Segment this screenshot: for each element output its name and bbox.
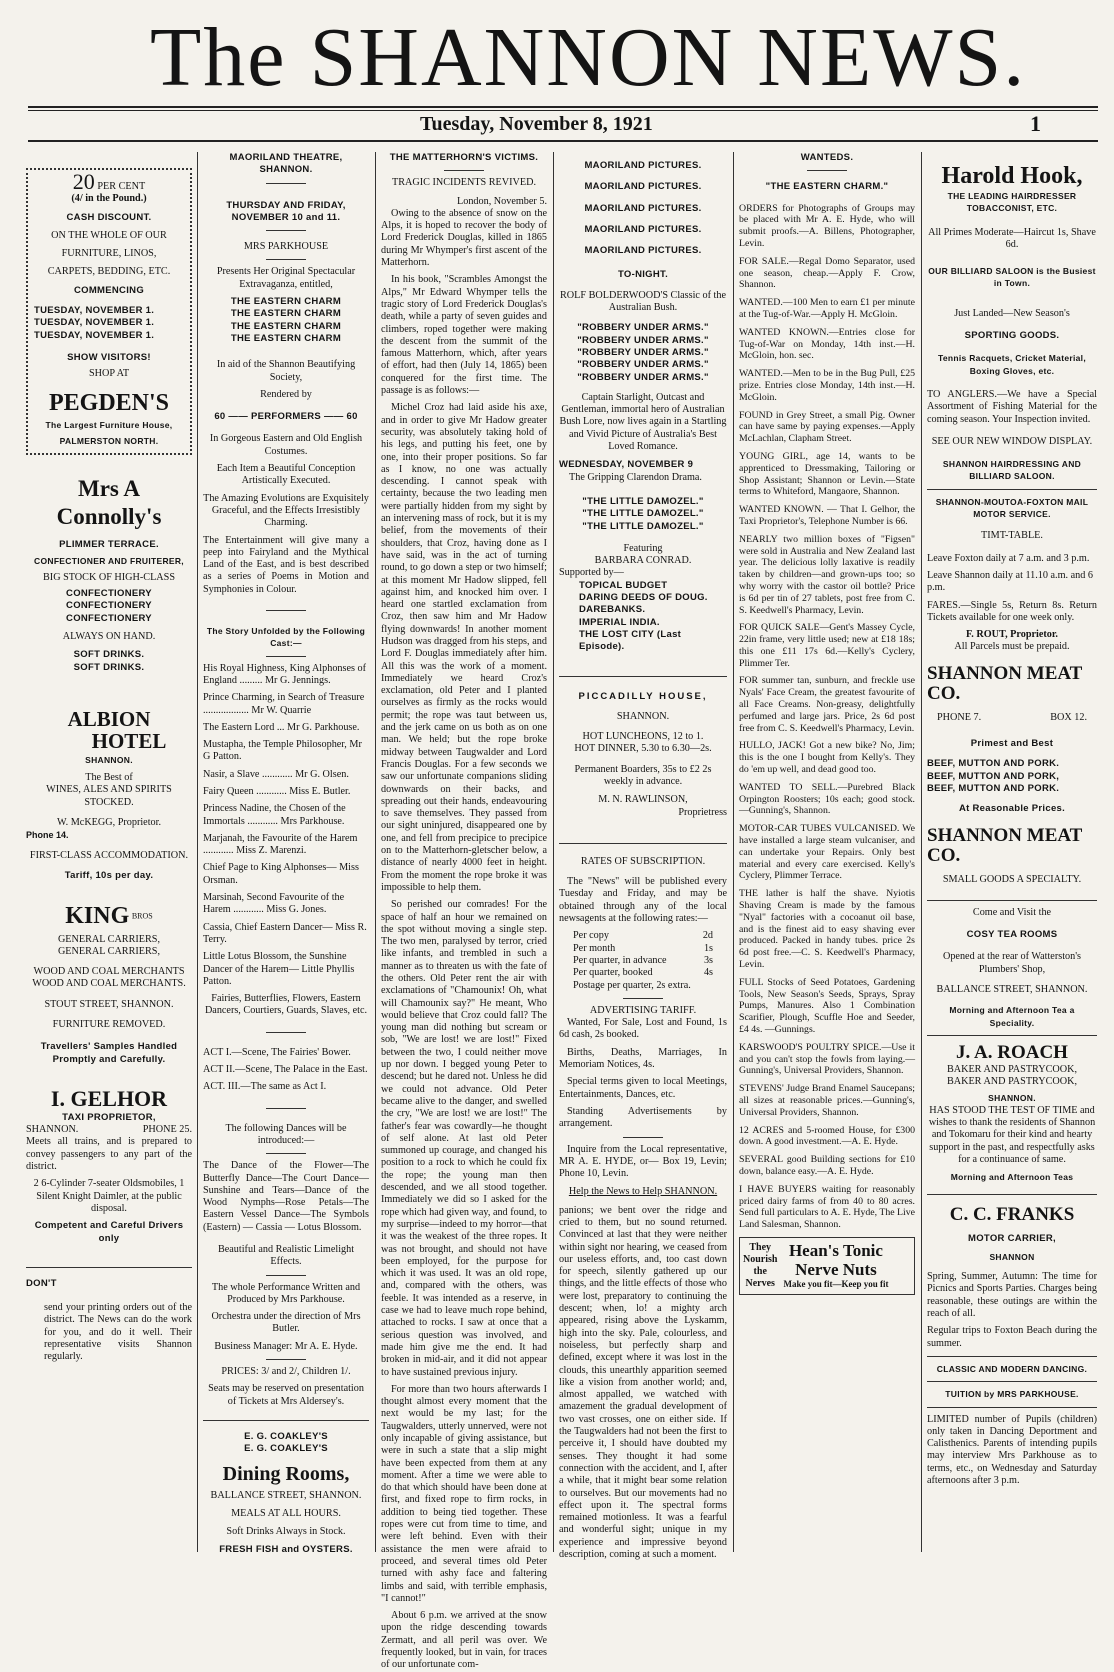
beef-line: BEEF, MUTTON AND PORK,: [927, 770, 1060, 782]
roach-teas: Morning and Afternoon Teas: [950, 1172, 1074, 1183]
hook-billiard: OUR BILLIARD SALOON is the Busiest in Town.: [928, 266, 1096, 289]
king-carriers: GENERAL CARRIERS,: [57, 933, 161, 945]
maoriland-pictures: MAORILAND PICTURES.: [584, 160, 702, 171]
boarders: Permanent Boarders, 35s to £2 2s weekly in advance.: [574, 763, 712, 787]
orchestra: Orchestra under the direction of Mrs Butler.: [211, 1311, 361, 1335]
dances-intro: The following Dances will be introduced:—: [225, 1122, 347, 1146]
classified-ad: KARSWOOD'S POULTRY SPICE.—Use it and you can't stop the fowls from laying.—Gunning's, Universal Providers, Shannon.: [739, 1041, 915, 1077]
albion-best: The Best of: [85, 772, 133, 784]
proprietress: Proprietress: [678, 806, 727, 818]
column-2: [203, 152, 369, 1556]
dont-text: send your printing orders out of the district. The News can do the work for you, and do it well. Their representative visits Shannon regularly.: [44, 1302, 192, 1363]
classified-list: [739, 203, 915, 1231]
theatre-presents: Presents Her Original Spectacular Extravaganza, entitled,: [216, 266, 356, 290]
article-para: So perished our comrades! For the space of half an hour we remained on the spot without moving a single step. The two men, paralysed by terror, cried like infants, and trembled in such a manner as to threaten us with the fate of the others. Old Peter rent the air with exclamations of "Chamounix! Oh, what will Chamounix say?" He meant, Who would believe that Croz could fall? The young man did nothing but scream or sob, "We are lost! we are lost!" Fixed between the two, I could neither move up nor down. I begged young Peter to descend; but he dared not. Unless he did we could not advance. Old Peter became alive to the danger, and swelled the cry, "We are lost! we are lost!" The father's fear was cowardly—he thought of self alone. At last old Peter summoned up courage, and changed his position to a rock to which he could fix the rope; the young man then descended, and we all stood together. Immediately we did so I asked for the rope which had given way, and found, to my surprise—indeed to my horror—that it was the weakest of the three ropes. It was not brought, and should not have been employed, for the purpose for which it was used. It was an old rope, and, compared with the others, was feeble. It was intended as a reserve, in case we had to leave much rope behind, attached to rocks. I saw at once that a serious question was involved, and made him give me the end. It had broken in mid-air, and it did not appear to have sustained previous injury.: [381, 899, 547, 1378]
come-visit: Come and Visit the: [972, 906, 1052, 918]
cast-item: Prince Charming, in Search of Treasure .................. Mr W. Quarrie: [203, 692, 365, 716]
page-number: 1: [1030, 111, 1041, 136]
meat-co-2: SHANNON MEAT CO.: [927, 824, 1083, 866]
franks-text: Spring, Summer, Autumn: The time for Picnics and Sports Parties. Charges being reasonable, these outings are within the reach of all.: [927, 1271, 1097, 1320]
article-headline: THE MATTERHORN'S VICTIMS.: [389, 152, 539, 163]
article-para: Michel Croz had laid aside his axe, and in order to give Mr Hadow greater security, was absolutely taking hold of his legs, and putting his feet, one by one, into their proper positions. So far as I know, no one was actually descending. I cannot speak with certainty, because the two leading men were partially hidden from my sight by an intervening mass of rock, but it is my belief, from the movements of their shoulders, that Croz, having done as I have said, was in the act of turning round, to go down a step or two himself; at this moment Mr Hadow slipped, fell against him, and knocked him over. I heard one startled exclamation from Croz, then saw him and Mr Hadow flying downwards! In another moment Hudson was dragged from his steps, and Lord F. Douglas immediately after him. All this was the work of a moment. Immediately we heard Croz's exclamation, old Peter and I planted ourselves as firmly as the rocks would permit; the rope was taut between us, and the jerk came on us both as on one man. We held; but the rope broke midway between Taugwalder and Lord Francis Douglas. For a few seconds we saw our unfortunate companions sliding downwards on their backs, and spreading out their hands, endeavouring to save themselves. They passed from our sight uninjured, disappeared one by one, and fell from precipice to precipice on to the Matterhorn-gletscher below, a distance of nearly 4000 feet in height. From the moment the rope broke it was impossible to help them.: [381, 402, 547, 893]
gelhor-town: SHANNON.: [26, 1124, 79, 1136]
classified-ad: HULLO, JACK! Got a new bike? No, Jim; this is the one I bought from Kelly's. They do 'em up well, and dead good too.: [739, 740, 915, 776]
support-item: IMPERIAL INDIA.: [579, 616, 660, 628]
supported-by: Supported by—: [559, 567, 624, 579]
soft-drinks: SOFT DRINKS.: [73, 661, 145, 673]
cosy-tea-rooms: COSY TEA ROOMS: [966, 929, 1058, 941]
tonic-tagline: Make you fit—Keep you fit: [783, 1278, 889, 1289]
theatre-performers: 60 —— PERFORMERS —— 60: [214, 411, 358, 423]
eastern-charm: THE EASTERN CHARM: [230, 296, 342, 308]
act-line: ACT I.—Scene, The Fairies' Bower.: [203, 1046, 351, 1058]
support-item: DARING DEEDS OF DOUG.: [579, 592, 708, 604]
percent-label: PER CENT: [97, 181, 146, 192]
classified-ad: FOR QUICK SALE—Gent's Massey Cycle, 22in frame, very little used; new at £18 18s; this one £11 17s 6d.—Kelly's Cyclery, Plimmer Ter.: [739, 622, 915, 669]
classified-ad: 12 ACRES and 5-roomed House, for £300 down. A good investment.—A. E. Hyde.: [739, 1124, 915, 1148]
theatre-aid: In aid of the Shannon Beautifying Society,: [216, 359, 356, 383]
robbery-title: "ROBBERY UNDER ARMS.": [577, 334, 709, 346]
roach-name: J. A. ROACH: [956, 1041, 1068, 1063]
tonic-title: Hean's Tonic: [788, 1240, 883, 1260]
franks-regular: Regular trips to Foxton Beach during the summer.: [927, 1325, 1097, 1349]
act-line: ACT II.—Scene, The Palace in the East.: [203, 1064, 368, 1076]
dances-list: The Dance of the Flower—The Butterfly Dance—The Court Dance—Sunshine and Tears—Dance of the Wood Nymphs—Rose Petals—The Eastern Vessel Dance—The Symbols (Eastern) — Cassia — Lotus Blossom.: [203, 1160, 369, 1233]
robbery-title: "ROBBERY UNDER ARMS.": [577, 322, 709, 334]
hot-luncheons: HOT LUNCHEONS, 12 to 1.: [582, 731, 704, 743]
cast-item: Marjanah, the Favourite of the Harem ............ Miss Z. Marenzi.: [203, 832, 358, 857]
wanteds-heading: WANTEDS.: [800, 152, 854, 163]
star-name: BARBARA CONRAD.: [594, 555, 692, 567]
written-by: The whole Performance Written and Produced by Mrs Parkhouse.: [211, 1281, 361, 1305]
limited-pupils: LIMITED number of Pupils (children) only taken in Dancing Deportment and Calisthenics. Parents of intending pupils may interview Mrs Parkhouse as to terms, etc., on Wednesday and Saturday afternoons after 3 p.m.: [927, 1413, 1097, 1486]
tuition: TUITION by MRS PARKHOUSE.: [945, 1389, 1079, 1400]
king-name: KING: [65, 903, 130, 930]
cast-item: Cassia, Chief Eastern Dancer— Miss R. Terry.: [203, 921, 367, 945]
gripping-drama: The Gripping Clarendon Drama.: [569, 471, 702, 483]
reasonable-prices: At Reasonable Prices.: [958, 803, 1066, 815]
article-para: In his book, "Scrambles Amongst the Alps," Mr Edward Whymper tells the tragic story of Lord Frederick Douglas's death, while a party of seven guides and climbers, roped together were making the descent from the summit of the famous Matterhorn, which, after years of effort, had then (July 14, 1865) been conquered for the first time. The passage is as follows:—: [381, 274, 547, 397]
cast-item: Marsinah, Second Favourite of the Harem ............ Miss G. Jones.: [203, 892, 345, 916]
theatre-para: In Gorgeous Eastern and Old English Costumes.: [209, 433, 363, 457]
theatre-para: The Amazing Evolutions are Exquisitely Graceful, and the Effects Irresistibly Charming.: [203, 492, 369, 529]
cast-item: His Royal Highness, King Alphonses of England ......... Mr G. Jennings.: [203, 662, 366, 686]
window-display: SEE OUR NEW WINDOW DISPLAY.: [931, 435, 1093, 447]
maoriland-pictures: MAORILAND PICTURES.: [584, 245, 702, 257]
eastern-charm: THE EASTERN CHARM: [230, 320, 342, 332]
rate-row: Per quarter, booked 4s: [573, 967, 713, 979]
roach-town: SHANNON.: [988, 1093, 1036, 1104]
postage: Postage per quarter, 2s extra.: [573, 979, 691, 991]
damozel-title: "THE LITTLE DAMOZEL.": [582, 495, 704, 507]
meat-box: BOX 12.: [1050, 711, 1087, 723]
coakley-name: E. G. COAKLEY'S: [244, 1430, 328, 1442]
masthead-rule-thin: [28, 110, 1098, 111]
classified-ad: WANTED.—100 Men to earn £1 per minute at the Tug-of-War.—Apply H. McGloin.: [739, 297, 915, 320]
show-visitors: SHOW VISITORS!: [67, 351, 151, 363]
small-goods: SMALL GOODS A SPECIALTY.: [942, 873, 1082, 885]
rate-row: Per copy 2d: [573, 930, 713, 942]
tonight: TO-NIGHT.: [617, 269, 669, 281]
king-bros: BROS: [131, 911, 153, 921]
classified-ad: WANTED.—Men to be in the Bug Pull, £25 prize. Entries close Monday, 14th inst.—H. McGloin.: [739, 368, 915, 403]
inquire: Inquire from the Local representative, MR A. E. HYDE, or— Box 19, Levin; Phone 10, Levin.: [559, 1143, 727, 1180]
confectionery: CONFECTIONERY: [66, 600, 152, 612]
classified-ad: FOR summer tan, sunburn, and freckle use Nyals' Face Cream, the greatest favourite of all Face Creams. Non-greasy, delightfully perfumed and large jars. Price, 2s 6d post free from C. S. Keedwell's Pharmacy, Levin.: [739, 675, 915, 734]
classified-ad: MOTOR-CAR TUBES VULCANISED. We have installed a large steam vulcaniser, and can undertake your Repairs. Only best material and every care exercised. Kelly's Cyclery, Plimmer Terrace.: [739, 823, 915, 882]
pegden-line: CARPETS, BEDDING, ETC.: [47, 266, 171, 278]
gelhor-phone: PHONE 25.: [142, 1124, 192, 1136]
support-item: TOPICAL BUDGET: [579, 579, 668, 591]
theatre-para: Each Item a Beautiful Conception Artistically Executed.: [216, 463, 356, 487]
dateline-rule: [28, 140, 1098, 142]
albion-town: SHANNON.: [85, 754, 133, 765]
column-3: [381, 152, 547, 1671]
issue-date: Tuesday, November 8, 1921: [420, 113, 653, 135]
robbery-title: "ROBBERY UNDER ARMS.": [577, 359, 709, 371]
column-divider: [375, 152, 376, 1552]
theatre-days: THURSDAY AND FRIDAY, NOVEMBER 10 and 11.: [226, 199, 346, 223]
pegden-date: TUESDAY, NOVEMBER 1.: [34, 305, 155, 317]
opened-at: Opened at the rear of Watterston's Plumbers' Shop,: [942, 951, 1082, 975]
classified-ad: SEVERAL good Building sections for £10 down, balance easy.—A. E. Hyde.: [739, 1154, 915, 1177]
limelight: Beautiful and Realistic Limelight Effects.: [217, 1244, 355, 1268]
connolly-stock: BIG STOCK OF HIGH-CLASS: [43, 571, 175, 583]
pegden-ad: [26, 168, 192, 455]
rate-row: Per quarter, in advance 3s: [573, 954, 713, 966]
article-para: For more than two hours afterwards I thought almost every moment that the next would be my last; for the Taugwalders, utterly unnerved, were not only incapable of giving assistance, but were in such a state that a slip might have been expected from them at any moment. After a time we were able to do that which should have been done at first, and fixed rope to firm rocks, in addition to being tied together. These ropes were cut from time to time, and were left behind. Even with their assistance the men were afraid to proceed, and several times old Peter turned with ashy face and faltering limbs and said, with terrible emphasis, "I cannot!": [381, 1383, 547, 1604]
albion-prop: W. McKEGG, Proprietor.: [56, 817, 162, 829]
classified-ad: YOUNG GIRL, age 14, wants to be apprenticed to Dressmaking, Tailoring or Shop Assistant; Shannon or Levin.—State terms to Whiteford, Mangaore, Shannon.: [739, 450, 915, 498]
hook-primes: All Primes Moderate—Haircut 1s, Shave 6d.: [928, 226, 1096, 250]
help-the-news: Help the News to Help SHANNON.: [568, 1186, 718, 1198]
gelhor-cars: 2 6-Cylinder 7-seater Oldsmobiles, 1 Silent Knight Daimler, at the public disposal.: [33, 1178, 185, 1214]
piccadilly-town: SHANNON.: [616, 710, 670, 722]
pegden-date: TUESDAY, NOVEMBER 1.: [34, 329, 155, 341]
albion-stocked: STOCKED.: [84, 796, 134, 808]
piccadilly-house: PICCADILLY HOUSE,: [578, 690, 708, 702]
leave-time: Leave Shannon daily at 11.10 a.m. and 6 p.m.: [927, 569, 1093, 594]
article-dateline: London, November 5.: [457, 195, 547, 207]
robbery-title: "ROBBERY UNDER ARMS.": [577, 371, 709, 383]
classified-ad: NEARLY two million boxes of "Figsen" were sold in Australia and New Zealand last year. The delicious lolly laxative is readily taken by children—and grown-ups too; so why worry with the castor oil bottle? Price is 6d per tin of 27 tablets, post free from C. S. Keedwell's Pharmacy, Levin.: [739, 533, 915, 616]
theatre-heading: MAORILAND THEATRE, SHANNON.: [229, 152, 343, 176]
sporting-goods: SPORTING GOODS.: [964, 330, 1060, 342]
damozel-title: "THE LITTLE DAMOZEL.": [582, 508, 704, 520]
cast-item: The Eastern Lord ... Mr G. Parkhouse.: [203, 721, 360, 733]
albion-accom: FIRST-CLASS ACCOMMODATION.: [29, 849, 189, 861]
tonic-word: Nerves: [745, 1277, 775, 1289]
connolly-trade: CONFECTIONER AND FRUITERER,: [34, 556, 184, 567]
tonic-word: Nourish: [743, 1253, 778, 1265]
king-merchants: WOOD AND COAL MERCHANTS.: [32, 978, 186, 990]
cast-item: Mustapha, the Temple Philosopher, Mr G Patton.: [203, 739, 362, 763]
classified-ad: WANTED TO SELL.—Purebred Black Orpington Roosters; 10s each; good stock.—Gunning's, Shannon.: [739, 781, 915, 817]
classified-ad: FOUND in Grey Street, a small Pig. Owner can have same by paying expenses.—Apply McLachlan, Clapham Street.: [739, 409, 915, 445]
coakley-name: E. G. COAKLEY'S: [244, 1443, 328, 1455]
rout: F. ROUT, Proprietor.: [966, 629, 1058, 641]
theatre-who: MRS PARKHOUSE: [243, 241, 329, 253]
adv-heading: ADVERTISING TARIFF.: [589, 1004, 697, 1016]
maoriland-pictures: MAORILAND PICTURES.: [584, 223, 702, 235]
soft-drinks: SOFT DRINKS.: [73, 649, 145, 661]
prices: PRICES: 3/ and 2/, Children 1/.: [221, 1366, 351, 1378]
maoriland-pictures: MAORILAND PICTURES.: [584, 181, 702, 193]
ballance-street: BALLANCE STREET, SHANNON.: [936, 983, 1088, 995]
pegden-tag: The Largest Furniture House,: [45, 419, 173, 430]
confectionery: CONFECTIONERY: [66, 612, 152, 624]
fares: FARES.—Single 5s, Return 8s. Return Tickets available for one week only.: [927, 599, 1097, 623]
classified-ad: STEVENS' Judge Brand Enamel Saucepans; all sizes at reasonable prices.—Gunning's, Universal Providers, Shannon.: [739, 1083, 915, 1118]
column-5: [739, 152, 915, 1552]
saloon: SHANNON HAIRDRESSING AND BILLIARD SALOON.: [942, 459, 1082, 482]
gelhor-drivers: Competent and Careful Drivers only: [34, 1220, 184, 1244]
cast-item: Fairy Queen ............ Miss E. Butler.: [203, 785, 351, 797]
beef-line: BEEF, MUTTON AND PORK.: [927, 758, 1060, 770]
albion-tariff: Tariff, 10s per day.: [64, 869, 154, 881]
roach-text: HAS STOOD THE TEST OF TIME and wishes to thank the residents of Shannon and Tokomaru for their kind and hearty support in the past, and respectfully asks for a continuance of same.: [928, 1104, 1096, 1165]
support-item: THE LOST CITY (Last Episode).: [579, 628, 682, 653]
dining-rooms: Dining Rooms,: [222, 1462, 350, 1485]
franks-motor: MOTOR CARRIER,: [968, 1232, 1056, 1244]
classified-ad: FULL Stocks of Seed Potatoes, Gardening Tools, New Season's Seeds, Sprays, Spray Pumps, Manures. Also 1 Combination Scarifier, Plough, Scuffle Hoe and Seeder, £4 4s. —Gunnings.: [739, 976, 915, 1035]
rates-text: The "News" will be published every Tuesday and Friday, and may be obtained through any of the local newsagents at the following rates:—: [559, 876, 727, 925]
gelhor-text: Meets all trains, and is prepared to convey passengers to any part of the district.: [26, 1136, 192, 1173]
pegden-line: ON THE WHOLE OF OUR: [51, 229, 167, 241]
heans-tonic-ad: [739, 1237, 915, 1295]
hook-name: Harold Hook,: [941, 163, 1083, 189]
morning-tea: Morning and Afternoon Tea a Speciality.: [949, 1005, 1075, 1028]
newspaper-title: The SHANNON NEWS.: [150, 11, 1027, 104]
act-line: ACT. III.—The same as Act I.: [203, 1081, 327, 1093]
franks-town: SHANNON: [989, 1251, 1035, 1262]
cast-heading: The Story Unfolded by the Following Cast:—: [206, 626, 366, 649]
timetable: TIMT-TABLE.: [981, 530, 1043, 542]
dining-meals: MEALS AT ALL HOURS.: [231, 1507, 341, 1519]
pegden-town: PALMERSTON NORTH.: [59, 435, 159, 446]
gelhor-name: I. GELHOR: [50, 1085, 168, 1111]
dont-heading: DON'T: [26, 1277, 57, 1289]
cast-item: Princess Nadine, the Chosen of the Immortals ............ Mrs Parkhouse.: [203, 803, 346, 827]
column-divider: [733, 152, 734, 1552]
albion-phone: Phone 14.: [26, 830, 69, 841]
hook-landed: Just Landed—New Season's: [954, 307, 1070, 319]
primest: Primest and Best: [970, 738, 1054, 750]
rolf-classic: ROLF BOLDERWOOD'S Classic of the Australian Bush.: [560, 289, 726, 314]
king-samples: Travellers' Samples Handled Promptly and Carefully.: [40, 1041, 178, 1065]
adv-item: Standing Advertisements by arrangement.: [559, 1105, 727, 1130]
classified-ad: THE lather is half the shave. Nyiotis Shaving Cream is made by the famous "Nyal" factories with a cocoanut oil base, and is the finest aid to easy shaving ever produced. Packed in handy tubes. price 2s 6d post free.—C. S. Keedwell's Pharmacy, Levin.: [739, 888, 915, 971]
shop-at: SHOP AT: [88, 368, 130, 380]
king-carriers: GENERAL CARRIERS,: [57, 945, 161, 957]
roach-baker: BAKER AND PASTRYCOOK,: [946, 1076, 1078, 1088]
dining-soft: Soft Drinks Always in Stock.: [226, 1526, 346, 1538]
classified-ad: WANTED KNOWN. — That I. Gelhor, the Taxi Proprietor's, Telephone Number is 66.: [739, 504, 915, 527]
cast-item: Chief Page to King Alphonses— Miss Orsman.: [203, 862, 359, 886]
classified-ad: I HAVE BUYERS waiting for reasonably priced dairy farms of from 40 to 80 acres. Send full particulars to A. E. Hyde, The Live Land Salesman, Shannon.: [739, 1183, 915, 1231]
adv-item: Wanted, For Sale, Lost and Found, 1s 6d cash, 2s booked.: [559, 1017, 727, 1041]
support-item: DAREBANKS.: [579, 604, 646, 616]
wanteds-sub: "THE EASTERN CHARM.": [765, 180, 889, 192]
pegden-name: PEGDEN'S: [48, 389, 170, 416]
tennis: Tennis Racquets, Cricket Material, Boxing Gloves, etc.: [938, 353, 1086, 376]
eastern-charm: THE EASTERN CHARM: [230, 332, 342, 344]
column-divider: [553, 152, 554, 1552]
cast-item: Nasir, a Slave ............ Mr G. Olsen.: [203, 768, 349, 780]
mail-service: SHANNON-MOUTOA-FOXTON MAIL MOTOR SERVICE.: [935, 496, 1089, 520]
albion-name: ALBION: [67, 706, 151, 731]
article-subhead: TRAGIC INCIDENTS REVIVED.: [391, 177, 537, 189]
always-on-hand: ALWAYS ON HAND.: [62, 630, 156, 642]
rates-heading: RATES OF SUBSCRIPTION.: [580, 855, 706, 867]
masthead-rule-top: [28, 106, 1098, 108]
damozel-title: "THE LITTLE DAMOZEL.": [582, 520, 704, 532]
maoriland-pictures: MAORILAND PICTURES.: [584, 202, 702, 214]
dancing: CLASSIC AND MODERN DANCING.: [936, 1363, 1088, 1374]
connolly-place: PLIMMER TERRACE.: [59, 539, 159, 551]
dining-fish: FRESH FISH and OYSTERS.: [219, 1544, 353, 1556]
robbery-title: "ROBBERY UNDER ARMS.": [577, 346, 709, 358]
captain-starlight: Captain Starlight, Outcast and Gentleman, immortal hero of Australian Bush Lore, now lives again in a Startling and Vivid Picture of Australia's Best Loved Romance.: [559, 391, 727, 453]
discount-percent: 20: [72, 169, 95, 194]
cast-item: Fairies, Butterflies, Flowers, Eastern Dancers, Courtiers, Guards, Slaves, etc.: [204, 993, 368, 1017]
anglers: TO ANGLERS.—We have a Special Assortment of Fishing Material for the coming season. Your Inspection invited.: [927, 388, 1097, 425]
cast-list: [203, 663, 369, 1018]
classified-ad: WANTED KNOWN.—Entries close for Tug-of-War on Monday, 14th inst.—H. McGloin, hon. sec.: [739, 326, 915, 362]
commencing: COMMENCING: [73, 284, 145, 296]
pegden-line: FURNITURE, LINOS,: [61, 248, 157, 260]
theatre-para: The Entertainment will give many a peep into Fairyland and the Mythical Land of the East, and is best described as a series of Poems in Motion and Symphonies in Colour.: [203, 534, 369, 595]
meat-phone: PHONE 7.: [937, 711, 982, 723]
rate-row: Per month 1s: [573, 942, 713, 954]
king-street: STOUT STREET, SHANNON.: [44, 998, 174, 1010]
gelhor-title: TAXI PROPRIETOR,: [62, 1111, 156, 1123]
business-manager: Business Manager: Mr A. E. Hyde.: [214, 1340, 358, 1352]
albion-hotel: HOTEL: [91, 728, 167, 753]
rawlinson: M. N. RAWLINSON,: [598, 794, 688, 806]
tonic-word: the: [753, 1265, 767, 1277]
column-divider: [197, 152, 198, 1552]
connolly-name: Mrs A Connolly's: [56, 476, 162, 530]
cash-discount: CASH DISCOUNT.: [66, 211, 152, 223]
hook-sub: THE LEADING HAIRDRESSER TOBACCONIST, ETC.: [947, 191, 1077, 214]
article-para: About 6 p.m. we arrived at the snow upon the ridge descending towards Zermatt, and all peril was over. We frequently looked, but in vain, for traces of our unfortunate com-: [381, 1610, 547, 1671]
article-para: Owing to the absence of snow on the Alps, it is hoped to recover the body of Lord Frederick Douglas, killed in 1865 during Mr Whymper's first ascent of the Matterhorn.: [381, 207, 547, 269]
article-continued: panions; we bent over the ridge and cried to them, but no sound returned. Convinced at last that they were neither within sight nor hearing, we ceased from our useless efforts, and, too cast down for speech, silently gathered up our things, and the little effects of those who were lost, preparatory to continuing the descent; when, lo! a mighty arch appeared, rising above the Lyskamm, high into the sky. Pale, colourless, and noiseless, but perfectly sharp and defined, except where it was lost in the clouds, this unearthly apparition seemed like a vision from another world; and, almost appalled, we watched with amazement the gradual development of two vast crosses, one on either side. If the Taugwalders had not been the first to perceive it, I should have doubted my senses. They thought it had some connection with the accident, and I, after a while, that it might bear some relation to ourselves. But our movements had no effect upon it. The spectral forms remained motionless. It was a fearful and wonderful sight; unique in my experience and impressive beyond description, coming at such a moment.: [559, 1204, 727, 1561]
king-merchants: WOOD AND COAL MERCHANTS: [33, 966, 185, 978]
tonic-title: Nerve Nuts: [795, 1259, 877, 1279]
classified-ad: FOR SALE.—Regal Domo Separator, used one season, cheap.—Apply F. Crow, Shannon.: [739, 255, 915, 291]
albion-wines: WINES, ALES AND SPIRITS: [46, 784, 172, 796]
discount-sub: (4/ in the Pound.): [71, 193, 147, 205]
dining-street: BALLANCE STREET, SHANNON.: [210, 1489, 362, 1501]
leave-time: Leave Foxton daily at 7 a.m. and 3 p.m.: [927, 552, 1090, 564]
featuring: Featuring: [623, 542, 663, 554]
column-4: [559, 152, 727, 1561]
tonic-word: They: [749, 1241, 772, 1253]
confectionery: CONFECTIONERY: [66, 588, 152, 600]
king-furniture: FURNITURE REMOVED.: [52, 1018, 166, 1030]
hot-dinner: HOT DINNER, 5.30 to 6.30—2s.: [574, 743, 712, 755]
meat-co-1: SHANNON MEAT CO.: [927, 662, 1083, 704]
seats: Seats may be reserved on presentation of Tickets at Mrs Aldersey's.: [208, 1383, 364, 1407]
masthead: [0, 8, 1114, 108]
classified-ad: ORDERS for Photographs of Groups may be placed with Mr A. E. Hyde, who will submit proofs.—A. Billens, Photographer, Levin.: [739, 202, 915, 249]
theatre-rendered: Rendered by: [260, 388, 312, 400]
parcels: All Parcels must be prepaid.: [954, 641, 1070, 653]
column-6: [927, 152, 1097, 1552]
eastern-charm: THE EASTERN CHARM: [230, 308, 342, 320]
pegden-date: TUESDAY, NOVEMBER 1.: [34, 317, 155, 329]
cast-item: Little Lotus Blossom, the Sunshine Dancer of the Harem— Little Phyllis Patton.: [203, 951, 355, 987]
beef-line: BEEF, MUTTON AND PORK.: [927, 782, 1060, 794]
adv-item: Births, Deaths, Marriages, In Memoriam Notices, 4s.: [559, 1046, 727, 1071]
column-1: [26, 152, 192, 1552]
adv-item: Special terms given to local Meetings, Entertainments, Dances, etc.: [559, 1076, 727, 1100]
rates-table: [559, 930, 727, 991]
franks-name: C. C. FRANKS: [949, 1203, 1075, 1225]
wednesday: WEDNESDAY, NOVEMBER 9: [559, 459, 694, 471]
roach-baker: BAKER AND PASTRYCOOK,: [946, 1063, 1078, 1075]
column-divider: [921, 152, 922, 1552]
